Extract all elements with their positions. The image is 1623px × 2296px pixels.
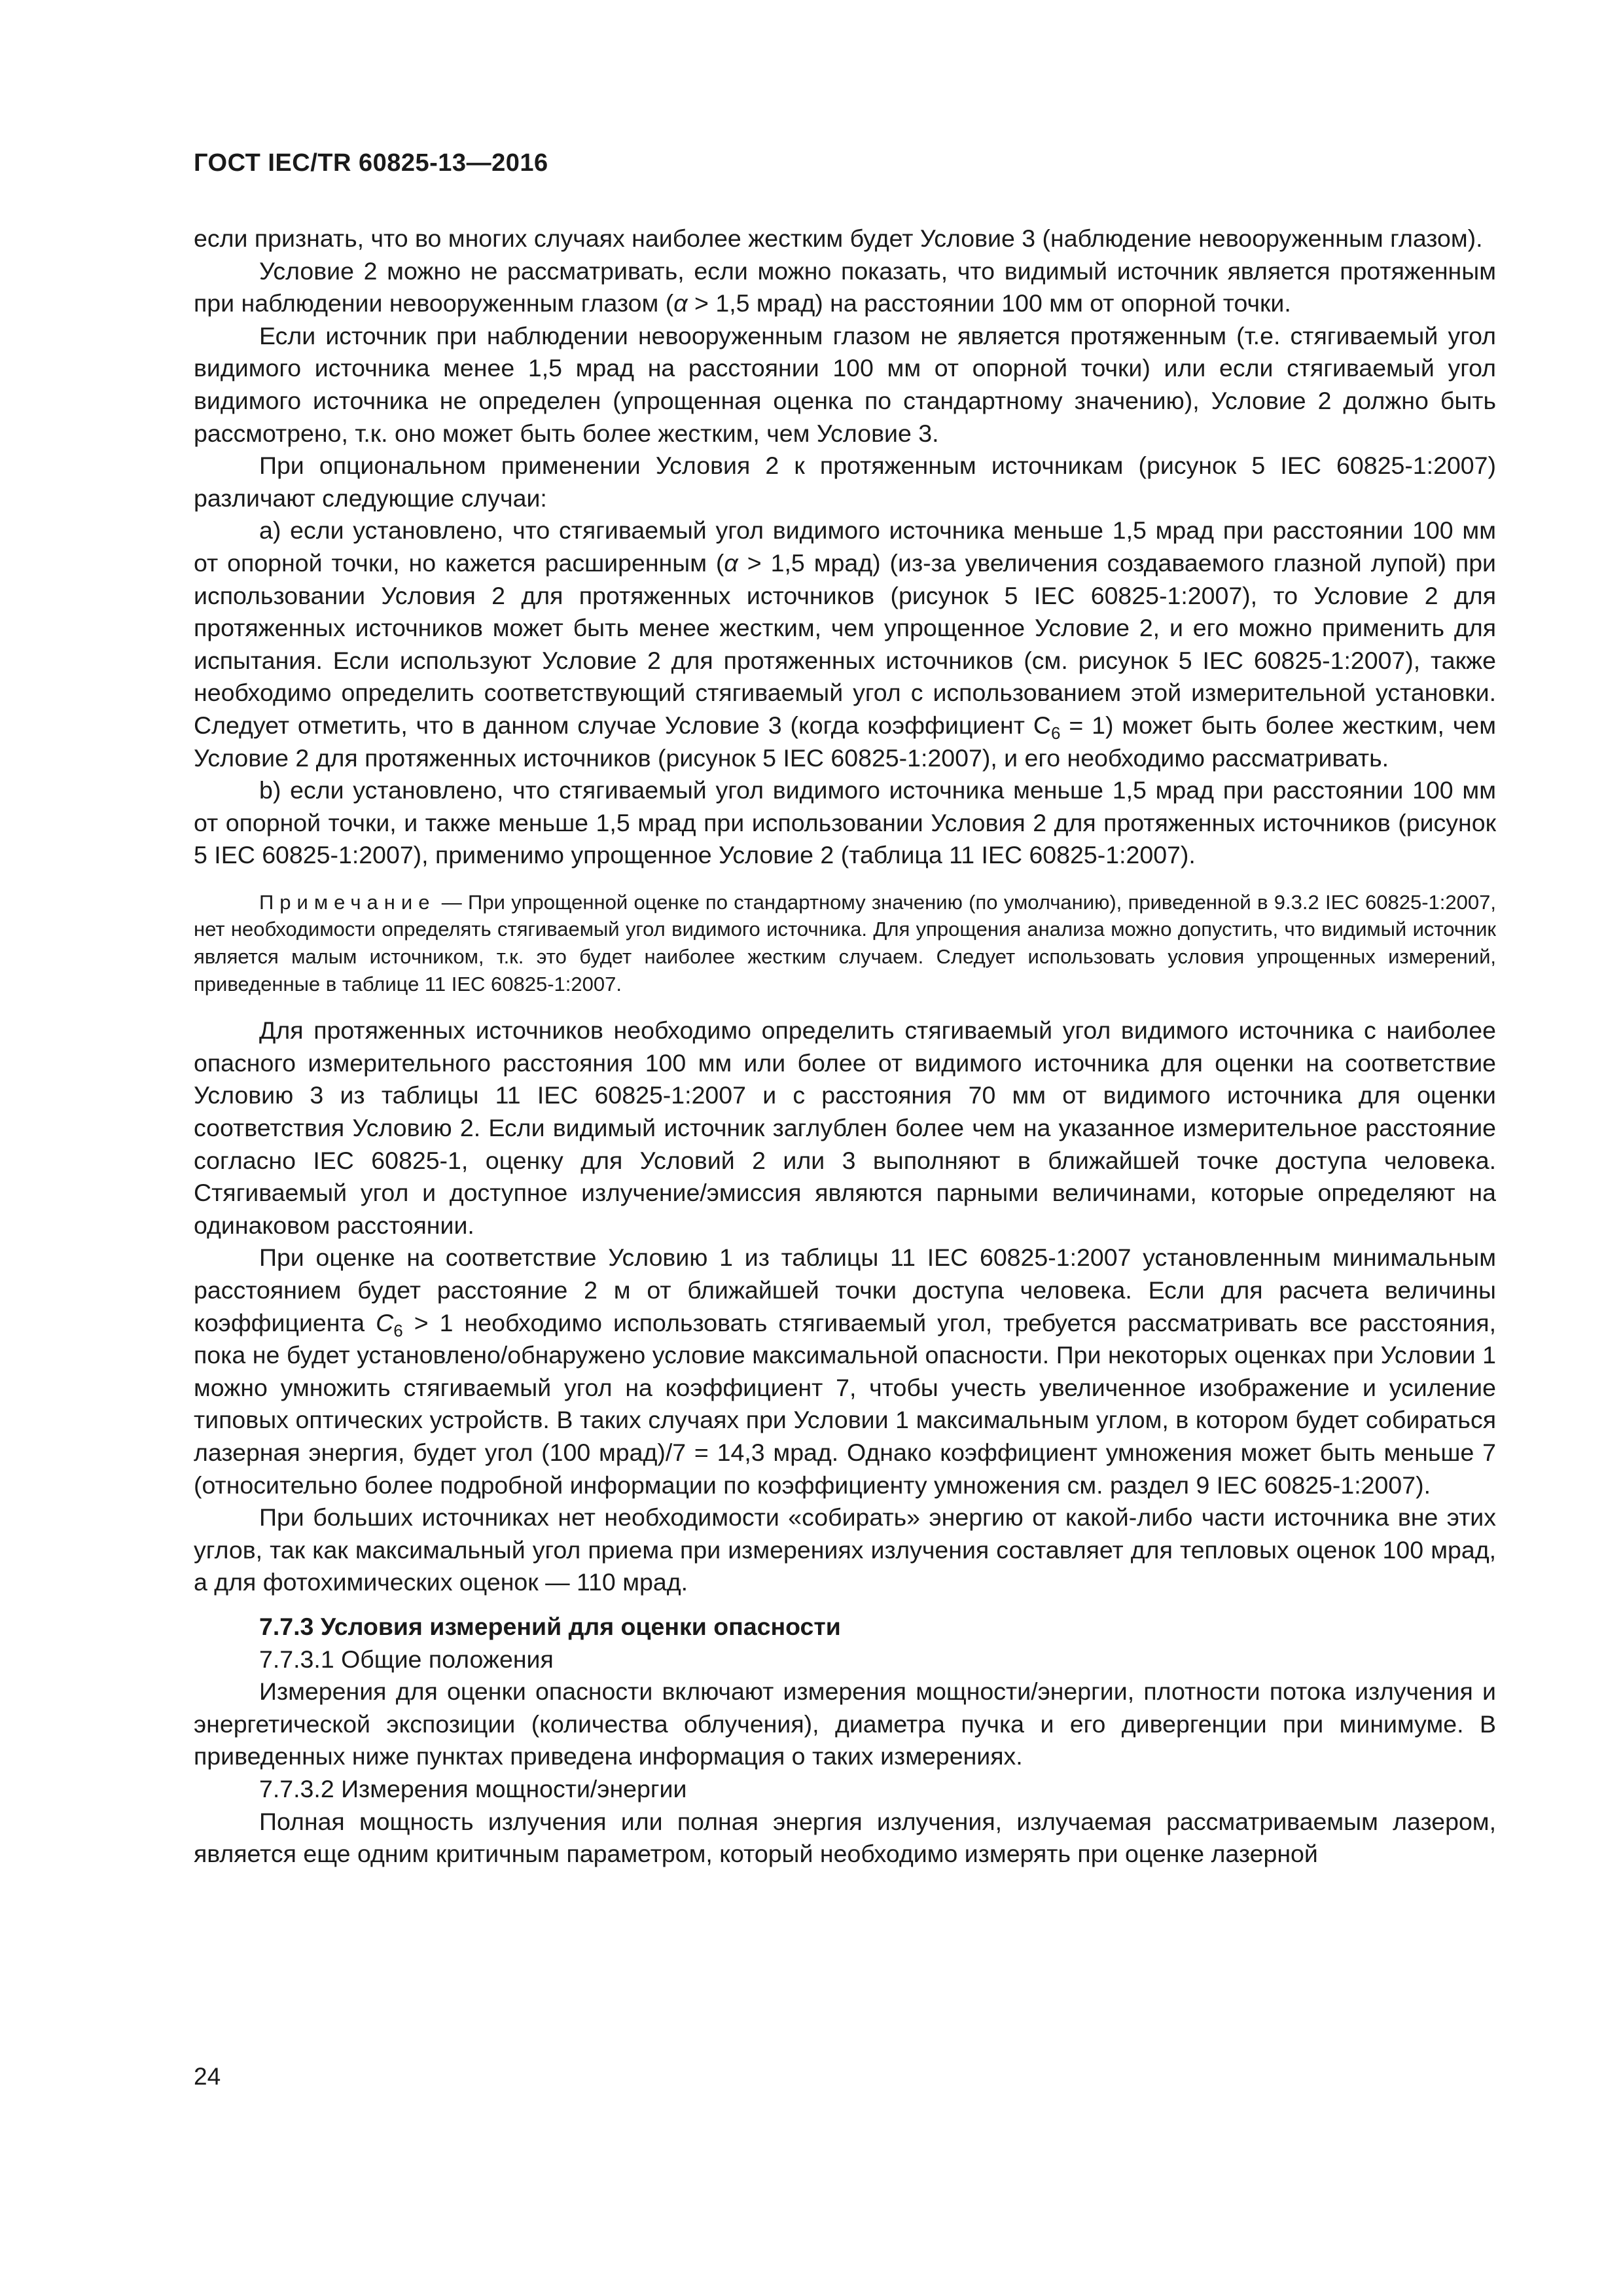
- document-body: [194, 223, 1496, 1871]
- paragraph: При оценке на соответствие Условию 1 из таблицы 11 IEC 60825-1:2007 установленным минимальным расстоянием будет расстояние 2 м от ближайшей точки доступа человека. Если для расчета величины коэффициента $C_6 > 1$ необходимо использовать стягиваемый угол, требуется рассматривать все расстояния, пока не будет установлено/обнаружено условие максимальной опасности. При некоторых оценках при Условии 1 можно умножить стягиваемый угол на коэффициент 7, чтобы учесть увеличенное изображение и усиление типовых оптических устройств. В таких случаях при Условии 1 максимальным углом, в котором будет собираться лазерная энергия, будет угол (100 мрад)/7 = 14,3 мрад. Однако коэффициент умножения может быть меньше 7 (относительно более подробной информации по коэффициенту умножения см. раздел 9 IEC 60825-1:2007).: [194, 1244, 1496, 1499]
- paragraph: Для протяженных источников необходимо определить стягиваемый угол видимого источника с наиболее опасного измерительного расстояния 100 мм или более от видимого источника для оценки на соответствие Условию 3 из таблицы 11 IEC 60825-1:2007 и с расстояния 70 мм от видимого источника для оценки соответствия Условию 2. Если видимый источник заглублен более чем на указанное измерительное расстояние согласно IEC 60825-1, оценку для Условий 2 или 3 выполняют в ближайшей точке доступа человека. Стягиваемый угол и доступное излучение/эмиссия являются парными величинами, которые определяют на одинаковом расстоянии.: [194, 1016, 1496, 1239]
- page-number: 24: [194, 2063, 221, 2090]
- note: [194, 889, 1496, 997]
- paragraph: При больших источниках нет необходимости «собирать» энергию от какой-либо части источника вне этих углов, так как максимальный угол приема при измерениях излучения составляет для тепловых оценок 100 мрад, а для фотохимических оценок — 110 мрад.: [194, 1503, 1496, 1596]
- document-header: ГОСТ IEC/TR 60825-13—2016: [194, 149, 548, 177]
- section-heading: 7.7.3 Условия измерений для оценки опасности: [259, 1612, 841, 1640]
- paragraph: Измерения для оценки опасности включают измерения мощности/энергии, плотности потока излучения и энергетической экспозиции (количества облучения), диаметра пучка и его дивергенции при минимуме. В приведенных ниже пунктах приведена информация о таких измерениях.: [194, 1677, 1496, 1770]
- paragraph: если признать, что во многих случаях наиболее жестким будет Условие 3 (наблюдение невооруженным глазом).: [194, 224, 1483, 252]
- paragraph: Полная мощность излучения или полная энергия излучения, излучаемая рассматриваемым лазером, является еще одним критичным параметром, который необходимо измерять при оценке лазерной: [194, 1807, 1496, 1868]
- paragraph: Условие 2 можно не рассматривать, если можно показать, что видимый источник является протяженным при наблюдении невооруженным глазом (α > 1,5 мрад) на расстоянии 100 мм от опорной точки.: [194, 257, 1496, 317]
- alpha-symbol: α: [673, 289, 688, 317]
- paragraph: Если источник при наблюдении невооруженным глазом не является протяженным (т.е. стягиваемый угол видимого источника менее 1,5 мрад на расстоянии 100 мм от опорной точки) или если стягиваемый угол видимого источника не определен (упрощенная оценка по стандартному значению), Условие 2 должно быть рассмотрено, т.к. оно может быть более жестким, чем Условие 3.: [194, 321, 1496, 447]
- subsection-title: 7.7.3.1 Общие положения: [259, 1645, 554, 1673]
- note-text: — При упрощенной оценке по стандартному значению (по умолчанию), приведенной в 9.3.2 IEC 60825-1:2007, нет необходимости определять стягиваемый угол видимого источника. Для упрощения анализа можно допустить, что видимый источник является малым источником, т.к. это будет наиболее жестким случаем. Следует использовать условия упрощенных измерений, приведенные в таблице 11 IEC 60825-1:2007.: [194, 890, 1496, 996]
- paragraph: При опциональном применении Условия 2 к протяженным источникам (рисунок 5 IEC 60825-1:2007) различают следующие случаи:: [194, 452, 1496, 512]
- subsection-title: 7.7.3.2 Измерения мощности/энергии: [259, 1774, 687, 1803]
- alpha-symbol: α: [724, 548, 738, 577]
- list-item-b: b) если установлено, что стягиваемый угол видимого источника меньше 1,5 мрад при расстоянии 100 мм от опорной точки, и также меньше 1,5 мрад при использовании Условия 2 для протяженных источников (рисунок 5 IEC 60825-1:2007), применимо упрощенное Условие 2 (таблица 11 IEC 60825-1:2007).: [194, 776, 1496, 869]
- list-item-a: a) если установлено, что стягиваемый угол видимого источника меньше 1,5 мрад при расстоянии 100 мм от опорной точки, но кажется расширенным (α > 1,5 мрад) (из-за увеличения создаваемого глазной лупой) при использовании Условия 2 для протяженных источников (рисунок 5 IEC 60825-1:2007), то Условие 2 для протяженных источников может быть менее жестким, чем упрощенное Условие 2, и его можно применить для испытания. Если используют Условие 2 для протяженных источников (см. рисунок 5 IEC 60825-1:2007), также необходимо определить соответствующий стягиваемый угол с использованием этой измерительной установки. Следует отметить, что в данном случае Условие 3 (когда коэффициент $C_6 = 1$) может быть более жестким, чем Условие 2 для протяженных источников (рисунок 5 IEC 60825-1:2007), и его необходимо рассматривать.: [194, 516, 1496, 772]
- note-label: Примечание: [259, 890, 436, 914]
